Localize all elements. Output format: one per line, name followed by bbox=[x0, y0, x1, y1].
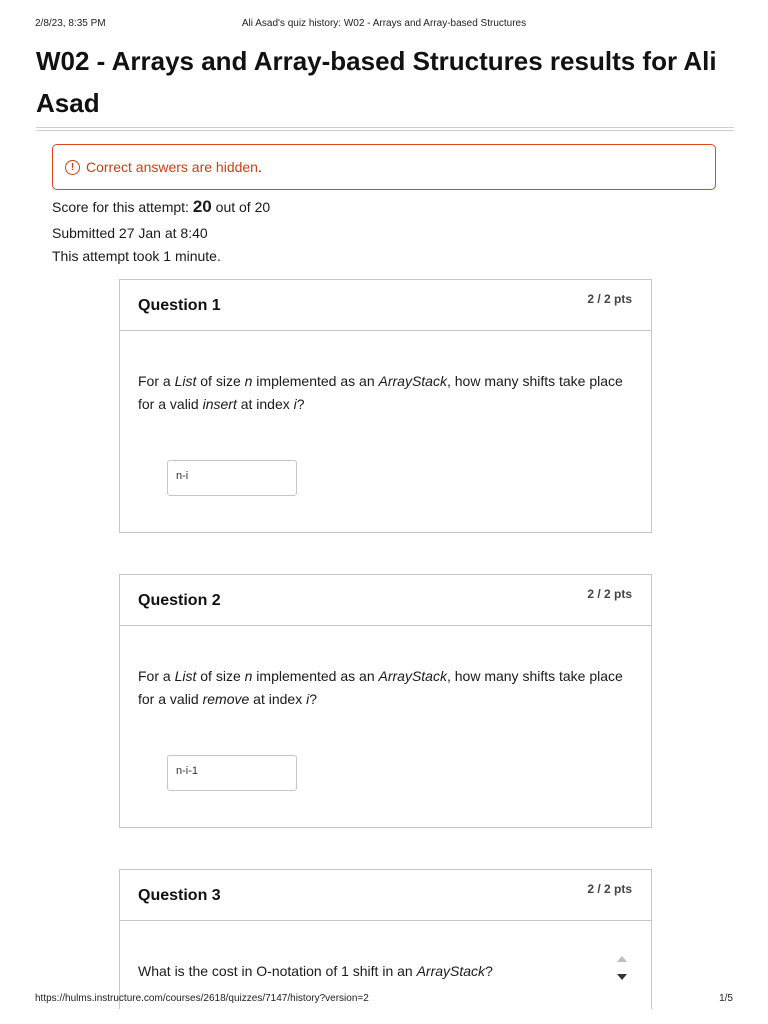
question-points: 2 / 2 pts bbox=[587, 587, 632, 601]
page-title: W02 - Arrays and Array-based Structures results for Ali Asad bbox=[36, 46, 717, 118]
submitted-line: Submitted 27 Jan at 8:40 bbox=[52, 225, 208, 241]
score-suffix: out of 20 bbox=[211, 199, 271, 215]
question-text-segment: remove bbox=[202, 691, 250, 707]
chevron-up-icon[interactable] bbox=[617, 956, 627, 962]
score-value: 20 bbox=[192, 197, 212, 216]
question-header bbox=[120, 575, 651, 626]
question-title: Question 3 bbox=[138, 887, 221, 904]
alert-period: . bbox=[257, 159, 262, 175]
duration-line: This attempt took 1 minute. bbox=[52, 248, 221, 264]
question-text-segment: ArrayStack bbox=[416, 963, 486, 979]
question-text-segment: ArrayStack bbox=[378, 668, 447, 684]
question-text-segment: ? bbox=[485, 963, 493, 979]
question-text-segment: ArrayStack bbox=[378, 373, 447, 389]
question-text-segment: For a bbox=[138, 373, 175, 389]
question-text-segment: ? bbox=[309, 691, 318, 707]
question-2-card bbox=[119, 574, 652, 828]
question-text-segment: n bbox=[244, 373, 253, 389]
question-text-segment: implemented as an bbox=[252, 668, 379, 684]
question-text-segment: at index bbox=[249, 691, 307, 707]
page-url: https://hulms.instructure.com/courses/2618/quizzes/7147/history?version=2 bbox=[35, 993, 369, 1004]
question-text-segment: i bbox=[293, 396, 297, 412]
question-3-card bbox=[119, 869, 652, 1009]
title-divider bbox=[36, 127, 734, 128]
question-text-segment: at index bbox=[236, 396, 294, 412]
answer-field: n-i bbox=[167, 460, 297, 496]
question-points: 2 / 2 pts bbox=[587, 292, 632, 306]
question-1-card bbox=[119, 279, 652, 533]
print-title: Ali Asad's quiz history: W02 - Arrays and Array-based Structures bbox=[241, 18, 527, 29]
alert-text: Correct answers are hidden bbox=[86, 159, 258, 175]
answer-field: n-i-1 bbox=[167, 755, 297, 791]
question-text bbox=[138, 665, 638, 711]
question-header bbox=[120, 870, 651, 921]
question-text-segment: i bbox=[306, 691, 310, 707]
title-divider bbox=[36, 130, 734, 131]
chevron-down-icon[interactable] bbox=[617, 974, 627, 980]
question-title: Question 1 bbox=[138, 297, 221, 314]
question-text-segment: List bbox=[174, 668, 197, 684]
question-title: Question 2 bbox=[138, 592, 221, 609]
question-text-segment: , how many shifts take place for a valid bbox=[138, 373, 623, 412]
question-text-segment: insert bbox=[202, 396, 237, 412]
print-date: 2/8/23, 8:35 PM bbox=[35, 18, 106, 29]
print-header bbox=[35, 18, 733, 32]
question-text-segment: ? bbox=[296, 396, 305, 412]
question-text-segment: List bbox=[174, 373, 197, 389]
hidden-answers-alert bbox=[52, 144, 716, 190]
alert-circle-icon: ! bbox=[65, 160, 80, 175]
page-number: 1/5 bbox=[719, 993, 733, 1004]
question-text bbox=[138, 960, 638, 983]
question-text-segment: of size bbox=[196, 373, 245, 389]
question-text-segment: For a bbox=[138, 668, 175, 684]
print-footer bbox=[35, 993, 733, 1007]
score-line bbox=[52, 197, 270, 217]
question-text-segment: n bbox=[244, 668, 253, 684]
dropdown-spinner[interactable] bbox=[613, 948, 631, 992]
question-text-segment: What is the cost in O-notation of 1 shift in an bbox=[138, 963, 417, 979]
question-text bbox=[138, 370, 638, 416]
question-header bbox=[120, 280, 651, 331]
question-points: 2 / 2 pts bbox=[587, 882, 632, 896]
question-text-segment: , how many shifts take place for a valid bbox=[138, 668, 623, 707]
question-text-segment: implemented as an bbox=[252, 373, 379, 389]
score-prefix: Score for this attempt: bbox=[52, 199, 193, 215]
question-text-segment: of size bbox=[196, 668, 245, 684]
